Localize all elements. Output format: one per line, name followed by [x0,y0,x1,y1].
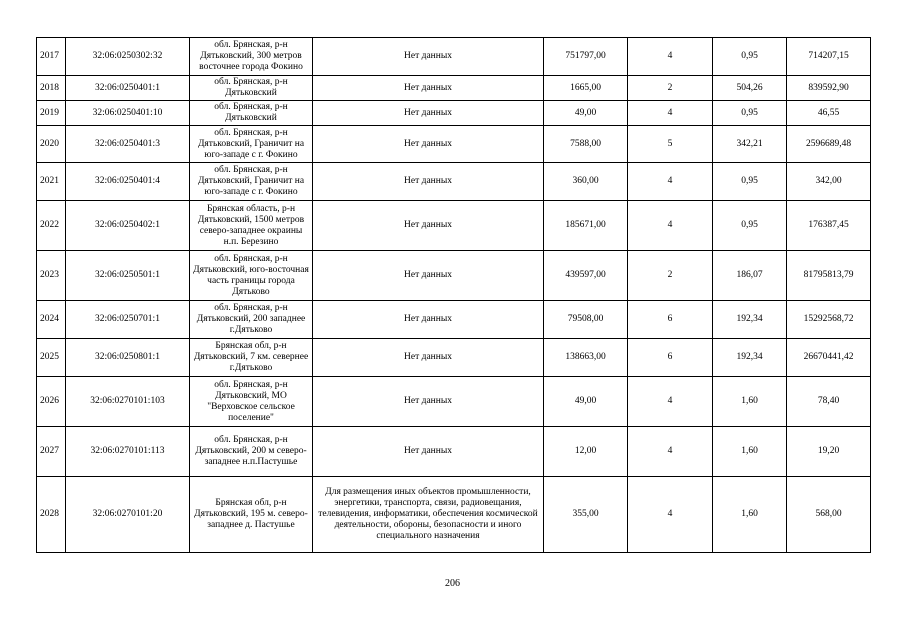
table-row [37,477,871,553]
cadastral-value-cell: 342,00 [787,163,871,201]
address-cell: обл. Брянская, р-н Дятьковский [190,76,313,101]
cadastral-value-cell: 176387,45 [787,201,871,251]
specific-value-cell: 1,60 [713,477,787,553]
row-number-cell: 2018 [37,76,66,101]
row-number-cell: 2026 [37,377,66,427]
cadastral-number-cell: 32:06:0250401:4 [66,163,190,201]
address-cell: обл. Брянская, р-н Дятьковский, Граничит на юго-западе с г. Фокино [190,163,313,201]
row-number-cell: 2019 [37,101,66,126]
cadastral-number-cell: 32:06:0250701:1 [66,301,190,339]
table-row [37,76,871,101]
cadastral-number-cell: 32:06:0250501:1 [66,251,190,301]
cadastral-value-cell: 19,20 [787,427,871,477]
specific-value-cell: 0,95 [713,38,787,76]
specific-value-cell: 0,95 [713,101,787,126]
permitted-use-cell: Нет данных [313,427,544,477]
group-cell: 2 [628,251,713,301]
specific-value-cell: 186,07 [713,251,787,301]
row-number-cell: 2027 [37,427,66,477]
group-cell: 4 [628,427,713,477]
permitted-use-cell: Нет данных [313,301,544,339]
address-cell: обл. Брянская, р-н Дятьковский, 200 западнее г.Дятьково [190,301,313,339]
permitted-use-cell: Нет данных [313,163,544,201]
specific-value-cell: 342,21 [713,126,787,163]
table-row [37,201,871,251]
table-row [37,427,871,477]
area-cell: 7588,00 [544,126,628,163]
group-cell: 4 [628,38,713,76]
group-cell: 4 [628,101,713,126]
group-cell: 4 [628,377,713,427]
area-cell: 12,00 [544,427,628,477]
group-cell: 6 [628,301,713,339]
row-number-cell: 2020 [37,126,66,163]
permitted-use-cell: Нет данных [313,101,544,126]
area-cell: 49,00 [544,101,628,126]
cadastral-value-cell: 839592,90 [787,76,871,101]
area-cell: 138663,00 [544,339,628,377]
area-cell: 355,00 [544,477,628,553]
group-cell: 4 [628,201,713,251]
cadastral-value-cell: 15292568,72 [787,301,871,339]
permitted-use-cell: Нет данных [313,126,544,163]
cadastral-number-cell: 32:06:0270101:113 [66,427,190,477]
permitted-use-cell: Нет данных [313,339,544,377]
cadastral-number-cell: 32:06:0270101:20 [66,477,190,553]
group-cell: 6 [628,339,713,377]
area-cell: 360,00 [544,163,628,201]
cadastral-value-cell: 46,55 [787,101,871,126]
permitted-use-cell: Нет данных [313,76,544,101]
cadastral-value-cell: 78,40 [787,377,871,427]
land-registry-table [36,37,871,553]
cadastral-value-cell: 568,00 [787,477,871,553]
table-row [37,301,871,339]
cadastral-value-cell: 2596689,48 [787,126,871,163]
permitted-use-cell: Нет данных [313,201,544,251]
group-cell: 2 [628,76,713,101]
cadastral-value-cell: 714207,15 [787,38,871,76]
area-cell: 79508,00 [544,301,628,339]
address-cell: Брянская обл, р-н Дятьковский, 7 км. севернее г.Дятьково [190,339,313,377]
cadastral-value-cell: 81795813,79 [787,251,871,301]
area-cell: 1665,00 [544,76,628,101]
address-cell: Брянская обл, р-н Дятьковский, 195 м. северо-западнее д. Пастушье [190,477,313,553]
address-cell: обл. Брянская, р-н Дятьковский, 300 метров восточнее города Фокино [190,38,313,76]
cadastral-number-cell: 32:06:0250401:10 [66,101,190,126]
address-cell: обл. Брянская, р-н Дятьковский [190,101,313,126]
cadastral-value-cell: 26670441,42 [787,339,871,377]
table-row [37,163,871,201]
table-row [37,339,871,377]
row-number-cell: 2023 [37,251,66,301]
specific-value-cell: 0,95 [713,201,787,251]
address-cell: обл. Брянская, р-н Дятьковский, юго-восточная часть границы города Дятьково [190,251,313,301]
row-number-cell: 2021 [37,163,66,201]
cadastral-number-cell: 32:06:0250302:32 [66,38,190,76]
specific-value-cell: 192,34 [713,301,787,339]
cadastral-number-cell: 32:06:0270101:103 [66,377,190,427]
address-cell: Брянская область, р-н Дятьковский, 1500 метров северо-западнее окраины н.п. Березино [190,201,313,251]
row-number-cell: 2025 [37,339,66,377]
row-number-cell: 2022 [37,201,66,251]
group-cell: 4 [628,163,713,201]
row-number-cell: 2017 [37,38,66,76]
table-row [37,251,871,301]
table-row [37,126,871,163]
area-cell: 49,00 [544,377,628,427]
cadastral-number-cell: 32:06:0250401:3 [66,126,190,163]
permitted-use-cell: Нет данных [313,377,544,427]
address-cell: обл. Брянская, р-н Дятьковский, 200 м северо-западнее н.п.Пастушье [190,427,313,477]
specific-value-cell: 0,95 [713,163,787,201]
row-number-cell: 2028 [37,477,66,553]
permitted-use-cell: Нет данных [313,251,544,301]
address-cell: обл. Брянская, р-н Дятьковский, МО "Верховское сельское поселение" [190,377,313,427]
cadastral-number-cell: 32:06:0250402:1 [66,201,190,251]
area-cell: 439597,00 [544,251,628,301]
specific-value-cell: 504,26 [713,76,787,101]
page-number: 206 [445,578,460,589]
cadastral-number-cell: 32:06:0250401:1 [66,76,190,101]
area-cell: 185671,00 [544,201,628,251]
specific-value-cell: 1,60 [713,427,787,477]
area-cell: 751797,00 [544,38,628,76]
cadastral-number-cell: 32:06:0250801:1 [66,339,190,377]
specific-value-cell: 192,34 [713,339,787,377]
address-cell: обл. Брянская, р-н Дятьковский, Граничит на юго-западе с г. Фокино [190,126,313,163]
table-row [37,101,871,126]
group-cell: 5 [628,126,713,163]
specific-value-cell: 1,60 [713,377,787,427]
row-number-cell: 2024 [37,301,66,339]
table-row [37,377,871,427]
table-body [37,38,871,553]
permitted-use-cell: Для размещения иных объектов промышленности, энергетики, транспорта, связи, радиовещания, телевидения, информатики, обеспечения космической деятельности, обороны, безопасности и иного специального назначения [313,477,544,553]
table-row [37,38,871,76]
group-cell: 4 [628,477,713,553]
permitted-use-cell: Нет данных [313,38,544,76]
